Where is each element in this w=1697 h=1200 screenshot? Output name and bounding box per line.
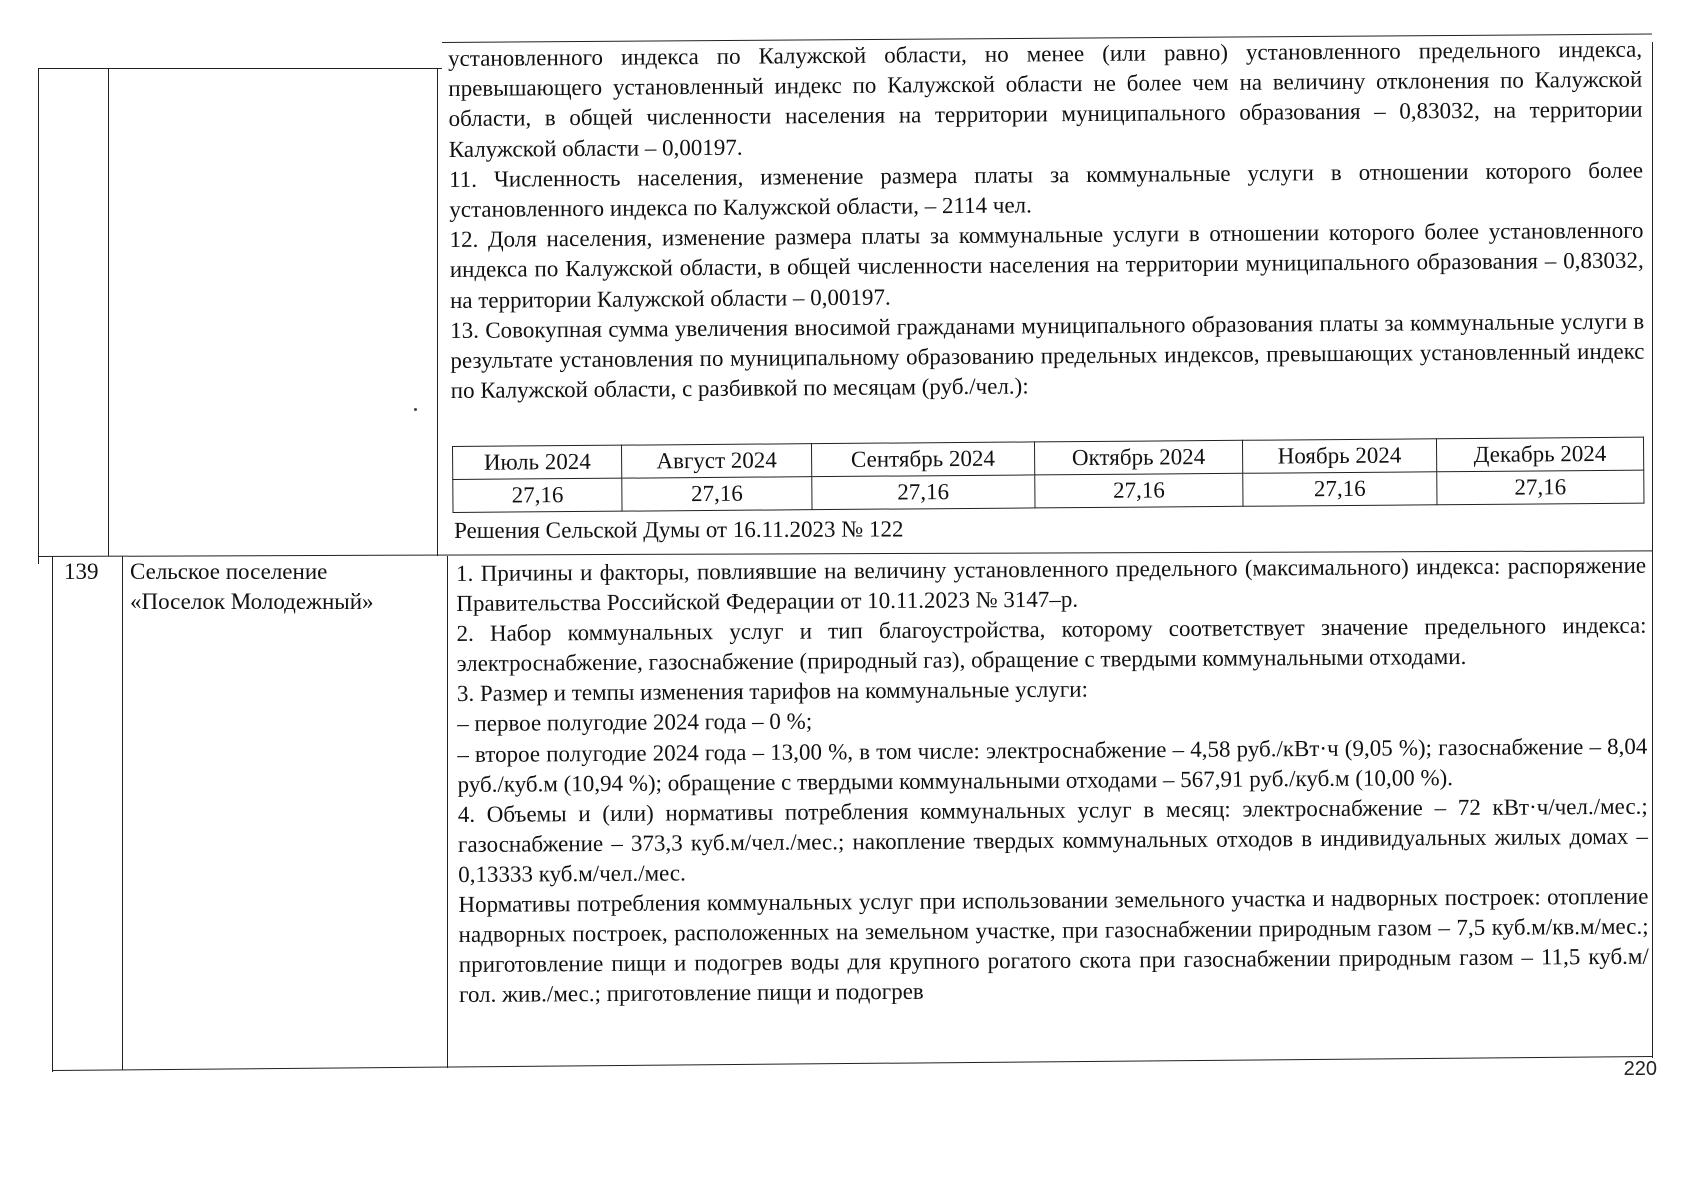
- row-139-paragraph-6: 4. Объемы и (или) нормативы потребления коммунальных услуг в месяц: электроснабжение – 72 кВт·ч/чел./мес.; газоснабжение – 373,3 куб.м/чел./мес.; накопление твердых коммунальных отходов в индивидуальных жилых домах – 0,13333 куб.м/чел./мес.: [457, 793, 1649, 887]
- row-139-paragraph-3: 3. Размер и темпы изменения тарифов на коммунальные услуги:: [456, 676, 1088, 707]
- row-139-name: [130, 557, 374, 617]
- month-value-july: 27,16: [453, 478, 623, 512]
- row-139-paragraph-1: 1. Причины и факторы, повлиявшие на величину установленного предельного (максимального) индекса: распоряжение Правительства Российской Федерации от 10.11.2023 № 3147–р.: [456, 552, 1647, 617]
- month-header-december: Декабрь 2024: [1436, 437, 1643, 472]
- month-value-november: 27,16: [1243, 472, 1437, 507]
- paragraph-10-continuation: установленного индекса по Калужской области, но менее (или равно) установленного предельного индекса, превышающего установленный индекс по Калужской области не более чем на величину отклонения по Калужской области, в общей численности населения на территории муниципального образования – 0,83032, на территории Калужской области – 0,00197.: [448, 36, 1643, 162]
- row-139-text: [456, 551, 1649, 1011]
- paragraph-12: 12. Доля населения, изменение размера платы за коммунальные услуги в отношении которого более установленного индекса по Калужской области, в общей численности населения на территории муниципального образования – 0,83032, на территории Калужской области – 0,00197.: [449, 217, 1644, 313]
- month-header-september: Сентябрь 2024: [811, 442, 1035, 477]
- row-139-name-line-2: «Поселок Молодежный»: [130, 589, 374, 614]
- paragraph-11: 11. Численность населения, изменение размера платы за коммунальные услуги в отношении которого более установленного индекса по Калужской области, – 2114 чел.: [448, 157, 1644, 223]
- month-header-july: Июль 2024: [453, 445, 623, 479]
- row-138-continued-text: [448, 35, 1645, 407]
- row-139-name-line-1: Сельское поселение: [130, 559, 328, 584]
- table-bottom-border: [52, 1056, 1652, 1071]
- month-value-october: 27,16: [1035, 473, 1243, 508]
- month-value-september: 27,16: [811, 475, 1035, 510]
- month-header-october: Октябрь 2024: [1035, 440, 1243, 475]
- table-right-border: [1652, 42, 1653, 1058]
- month-value-december: 27,16: [1437, 470, 1644, 505]
- month-header-august: Август 2024: [622, 444, 811, 478]
- row-139-paragraph-2: 2. Набор коммунальных услуг и тип благоустройства, которому соответствует значение предельного индекса: электроснабжение, газоснабжение (природный газ), обращение с твердыми коммунальными отходами.: [456, 612, 1647, 677]
- row-139-number: 139: [64, 559, 99, 584]
- decision-text: Решения Сельской Думы от 16.11.2023 № 122: [454, 516, 904, 543]
- column-divider-2-lower: [447, 556, 448, 1068]
- months-table: [452, 437, 1644, 513]
- column-divider-2-upper: [437, 68, 438, 556]
- row-139-paragraph-5: – второе полугодие 2024 года – 13,00 %, в том числе: электроснабжение – 4,58 руб./кВт·ч (9,05 %); газоснабжение – 8,04 руб./куб.м (10,94 %); обращение с твердыми коммунальными отходами – 567,91 руб./куб.м (10,00 %).: [457, 733, 1648, 797]
- column-divider-1-lower: [122, 556, 123, 1070]
- column-divider-1-upper: [108, 68, 109, 556]
- page-number: 220: [1623, 1058, 1657, 1080]
- row-139-paragraph-4: – первое полугодие 2024 года – 0 %;: [457, 708, 813, 737]
- row-139-paragraph-7: Нормативы потребления коммунальных услуг при использовании земельного участка и надворных построек: отопление надворных построек, расположенных на земельном участке, при газоснабжении природным газом – 7,5 куб.м/кв.м/мес.; приготовление пищи и подогрев воды для крупного рогатого скота при газоснабжении природным газом – 11,5 куб.м/гол. жив./мес.; приготовление пищи и подогрев: [458, 883, 1649, 1008]
- month-value-august: 27,16: [622, 477, 811, 511]
- table-left-border: [38, 68, 39, 564]
- decision-reference: [454, 512, 1644, 546]
- table-top-border-left: [38, 68, 442, 69]
- table-left-border-lower: [52, 556, 53, 1072]
- paragraph-13: 13. Совокупная сумма увеличения вносимой гражданами муниципального образования платы за коммунальные услуги в результате установления по муниципальному образованию предельных индексов, превышающих установленный индекс по Калужской области, с разбивкой по месяцам (руб./чел.):: [450, 308, 1645, 404]
- month-header-november: Ноябрь 2024: [1242, 439, 1436, 474]
- stray-dot: [414, 408, 417, 411]
